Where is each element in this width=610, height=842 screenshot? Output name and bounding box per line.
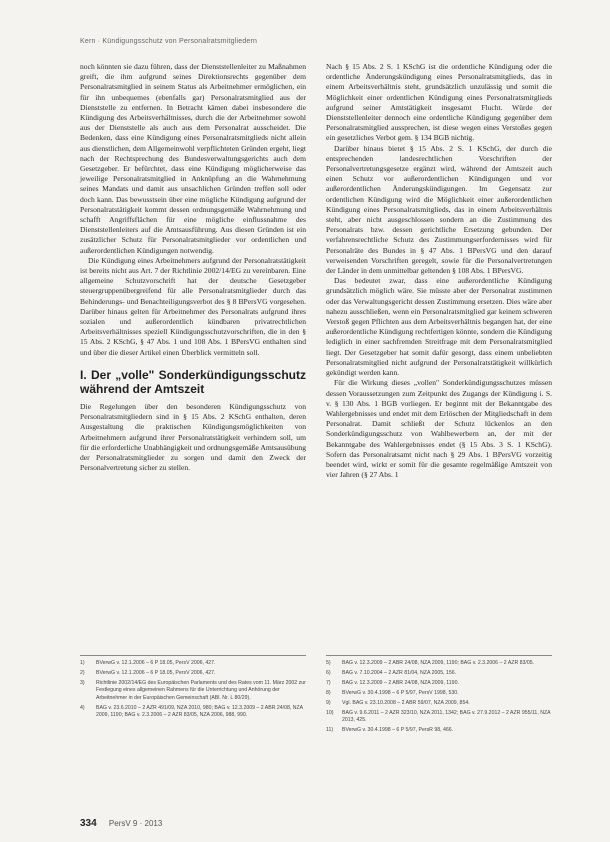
footnote-text: BVerwG v. 12.1.2006 – 6 P 18.05, PersV 2006, 427. [96,660,216,666]
body-paragraph: Das bedeutet zwar, dass eine außerordentliche Kündigung grundsätzlich möglich wäre. Sie müsste aber der Personalrat zustimmen oder das Verwaltungsgericht dessen Zustimmung ersetzen. Dies wäre aber nahezu ausschließen, wenn ein Personalratsmitglied gar keinem schweren Verstoß gegen Pflichten aus dem Arbeitsverhältnis begangen hat, der eine außerordentliche Kündigung rechtfertigen könnte, sondern die Kündigung lediglich in einer sachfremden Streitfrage mit dem Personalratsmitglied liegt. Der Gesetzgeber hat somit dafür gesorgt, dass einem unbeliebten Personalratsmitglied nicht aufgrund der Personalratstätigkeit willkürlich gekündigt werden kann. [326,276,552,378]
footnote [326,690,552,697]
footnote-number: 1) [80,660,85,666]
body-paragraph: noch könnten sie dazu führen, dass der Dienststellenleiter zu Maßnahmen greift, die ihm aufgrund seines Direktionsrechts gegenüber dem Personalratsmitglied in seinem Status als Arbeitnehmer ermöglichen, ein für ihn unbequemes (ebenfalls gar) Personalratsmitglied aus der Dienststelle zu entfernen. In Betracht kämen dabei insbesondere die Kündigung des Arbeitsverhältnisses, durch die der Arbeitnehmer sowohl aus der Dienststelle als auch aus dem Personalrat ausscheidet. Die Bedenken, dass eine Kündigung eines Personalratsmitglieds nicht allein aus dienstlichen, dem Allgemeinwohl verpflichteten Gründen ergeht, liegt nach der Rechtsprechung des Bundesverwaltungsgerichts auch dem Gesetzgeber. Er befürchtet, dass eine Kündigung möglicherweise das jeweilige Personalratsmitglied in Anknüpfung an die Wahrnehmung seines Mandats und damit aus unsachlichen Gründen treffen soll oder doch kann. Das bewusstsein über eine mögliche Kündigung aufgrund der Personalratstätigkeit kommt dessen ordnungsgemäße Wahrnehmung und schafft Angriffsflächen für eine mögliche einflussnahme des Dienststellenleiters auf die Amtsausführung. Aus diesen Gründen ist ein zusätzlicher Schutz für Personalratsmitglieder vor ordentlichen und außerordentlichen Kündigungen notwendig. [80,62,306,255]
footnote-text: Richtlinie 2002/14/EG des Europäischen Parlaments und des Rates vom 11. März 2002 zur Festlegung eines allgemeinen Rahmens für die Unterrichtung und Anhörung der Arbeitnehmer in der Europäischen Gemeinschaft (ABl. Nr. L 80/29). [96,680,306,701]
footnote-divider [80,655,306,656]
body-paragraph: Für die Wirkung dieses „vollen" Sonderkündigungsschutzes müssen dessen Voraussetzungen zum Zeitpunkt des Zugangs der Kündigung i. S. v. § 130 Abs. 1 BGB vorliegen. Er beginnt mit der Bekanntgabe des Wahlergebnisses und endet mit dem Erlöschen der Mitgliedschaft in dem Personalrat. Damit schließt der Schutz lückenlos an den Sonderkündigungsschutz von Wahlbewerbern an, der mit der Bekanntgabe des Wahlergebnisses endet (§ 15 Abs. 3 S. 1 KSchG). Sofern das Personalratsamt nicht nach § 29 Abs. 1 BPersVG vorzeitig beendet wird, wirkt er somit für die gesamte regelmäßige Amtszeit von vier Jahren (§ 27 Abs. 1 [326,378,552,480]
footnote [326,680,552,687]
footnote-text: Vgl. BAG v. 23.10.2008 – 2 ABR 59/07, NZA 2009, 854. [342,700,470,706]
body-paragraph: Nach § 15 Abs. 2 S. 1 KSchG ist die ordentliche Kündigung oder die ordentliche Änderungskündigung eines Personalratsmitglieds, das in einem Arbeitsverhältnis steht, grundsätzlich unzulässig und somit die Möglichkeit einer ordentlichen Kündigung eines Personalratsmitglieds aufgrund seiner Amtstätigkeit insgesamt Flucht. Würde der Dienststellenleiter dennoch eine ordentliche Kündigung gegenüber dem Personalratsmitglied aussprechen, ist diese wegen eines Verstoßes gegen ein gesetzliches Verbot gem. § 134 BGB nichtig. [326,62,552,143]
footnote [326,700,552,707]
footnote-number: 7) [326,680,331,686]
footnote-number: 2) [80,670,85,676]
footnote-number: 4) [80,704,85,711]
footnote-text: BVerwG v. 30.4.1998 – 6 P 5/97, PersV 1998, 530. [342,690,459,696]
footnote-text: BAG v. 23.6.2010 – 2 AZR 491/09, NZA 2010, 980; BAG v. 12.3.2009 – 2 ABR 24/08, NZA 2009, 1190; BAG v. 2.3.2006 – 2 AZR 83/05, NZA 2006, 988, 990. [96,704,303,719]
footnote [80,670,306,677]
section-heading: I. Der „volle" Sonderkündigungsschutz während der Amtszeit [80,367,306,396]
footnote-text: BAG v. 9.6.2011 – 2 AZR 323/10, NZA 2011, 1342; BAG v. 27.9.2012 – 2 AZR 955/11, NZA 2013, 425. [342,710,551,724]
running-header: Kern · Kündigungsschutz von Personalratsmitgliedern [80,38,258,45]
right-column [326,62,552,480]
footnote [80,680,306,702]
footnote-number: 3) [80,680,85,686]
footnote-text: BAG v. 12.3.2009 – 2 ABR 24/08, NZA 2009, 1190. [342,680,459,686]
footnote-number: 6) [326,670,331,676]
footnote-text: BVerwG v. 30.4.1998 – 6 P 5/97, PersR 98, 466. [342,727,454,734]
journal-issue: PersV 9 · 2013 [108,819,163,828]
footnote [326,710,552,725]
footnotes-right [326,660,552,737]
footnotes-left [80,660,306,722]
footnote-number: 5) [326,660,331,666]
footnote-number: 8) [326,690,331,696]
footnote-divider [326,655,552,656]
footnote [326,727,552,734]
body-paragraph: Die Kündigung eines Arbeitnehmers aufgrund der Personalratstätigkeit ist bereits nicht aus Art. 7 der Richtlinie 2002/14/EG zu vereinbaren. Eine allgemeine Schutzvorschrift hat der deutsche Gesetzgeber steuergruppenübergreifend für alle Personalratsmitglieder durch das Behinderungs- und Benachteiligungsverbot des § 8 BPersVG vorgesehen. Darüber hinaus gelten für Arbeitnehmer des Personalrats aufgrund ihres sozialen und außerordentlich kündbaren privatrechtlichen Arbeitsverhältnisses speziell Kündigungsschutzvorschriften, die in den § 15 Abs. 2 KSchG, § 47 Abs. 1 und 108 Abs. 1 BPersVG enthalten sind und über die dieser Artikel einen Überblick vermitteln soll. [80,255,306,357]
footnote-number: 11) [326,727,334,734]
footnote-text: BAG v. 7.10.2004 – 2 AZR 81/04, NZA 2005, 156. [342,670,457,676]
footnote-text: BAG v. 12.3.2009 – 2 ABR 24/08, NZA 2009, 1190; BAG v. 2.3.2006 – 2 AZR 83/05. [342,660,535,666]
footnote-text: BVerwG v. 12.1.2006 – 6 P 18.05, PersV 2006, 427. [96,670,216,676]
footnote [326,660,552,667]
footnote [80,660,306,667]
left-column [80,62,306,473]
body-paragraph: Die Regelungen über den besonderen Kündigungsschutz von Personalratsmitgliedern sind in § 15 Abs. 2 KSchG enthalten, deren Ausgestaltung die praktischen Kündigungsmöglichkeiten von Arbeitnehmern aufgrund ihrer Personalratstätigkeit verhindern soll, um für die erforderliche Unabhängigkeit und ordnungsgemäße Amtsausübung der Personalratsmitglieder zu sorgen und damit den Zweck der Personalvertretung sicher zu stellen. [80,401,306,473]
footnote [80,705,306,720]
footnote [326,670,552,677]
body-paragraph: Darüber hinaus bietet § 15 Abs. 2 S. 1 KSchG, der durch die entsprechenden landesrechtlichen Vorschriften der Personalvertretungsgesetze ergänzt wird, während der Amtszeit auch einen Schutz vor außerordentlichen Kündigungen und vor außerordentlichen Änderungskündigungen. Im Gegensatz zur ordentlichen Kündigung wird die Möglichkeit einer außerordentlichen Kündigung eines Personalratsmitglieds, das in einem Arbeitsverhältnis steht, aber nicht ausgeschlossen sondern an die Zustimmung des Personalrats bzw. dessen gerichtliche Ersetzung gebunden. Der verfahrensrechtliche Schutz des Zustimmungserfordernisses wird für Personalräte des Bundes in § 47 Abs. 1 BPersVG und den darauf verweisenden Vorschriften geregelt, sowie für die Personalvertretungen der Länder in dem unmittelbar geltenden § 108 Abs. 1 BPersVG. [326,143,552,276]
page-number: 334 [80,818,97,829]
footnote-number: 9) [326,700,331,706]
page-footer [80,818,162,829]
footnote-number: 10) [326,710,334,716]
